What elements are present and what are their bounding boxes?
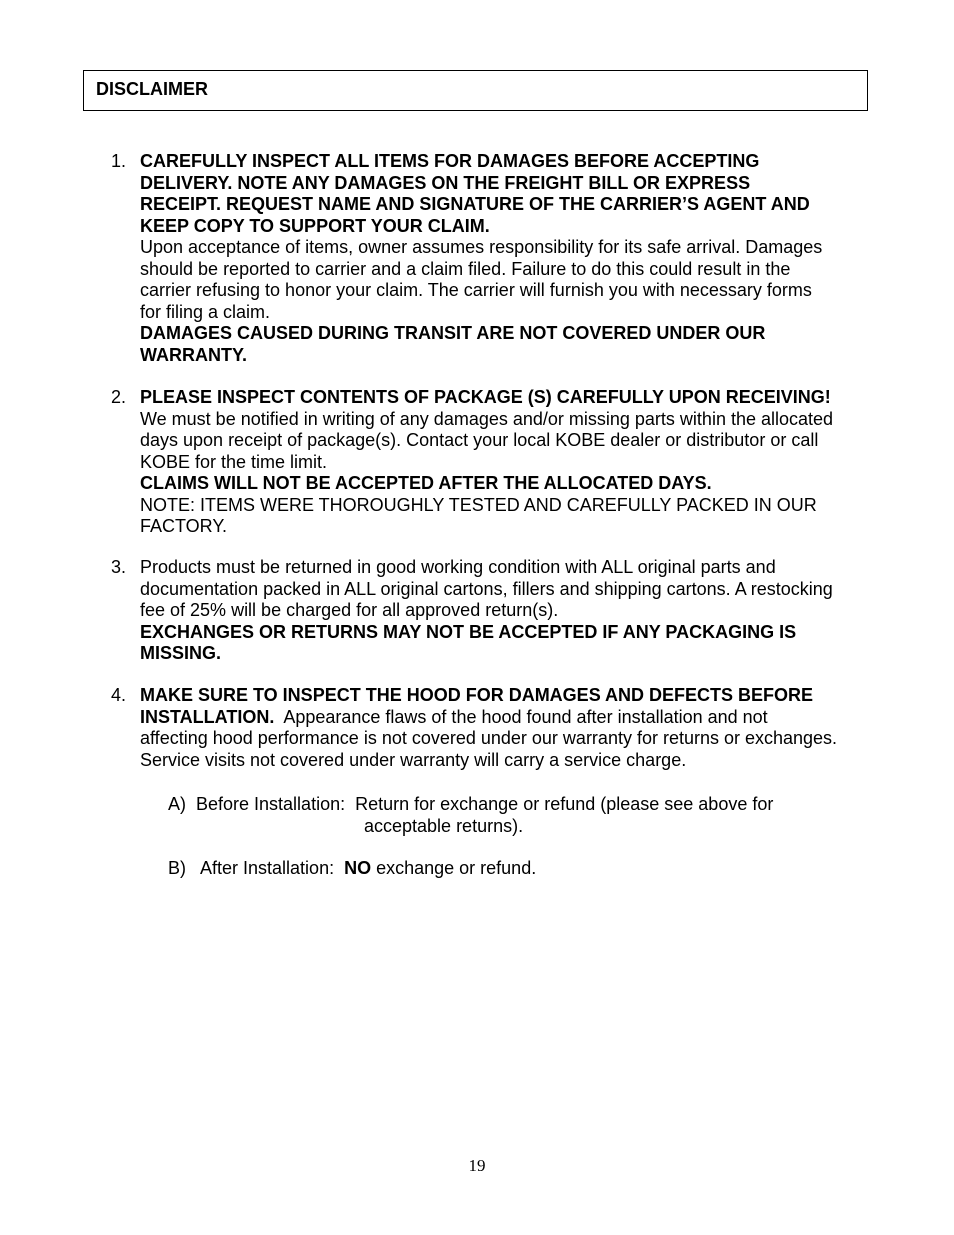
item-text-line: KOBE for the time limit. — [140, 451, 328, 472]
list-item-content — [140, 387, 876, 538]
list-number: 3. — [111, 557, 127, 577]
item-text-line: for filing a claim. — [140, 301, 271, 322]
sub-item-a: A) Before Installation: Return for exchange or refund (please see above for — [168, 794, 774, 814]
list-item-content — [140, 151, 876, 366]
sub-item-b-label: B) After Installation: — [168, 858, 345, 878]
item-text-line: MAKE SURE TO INSPECT THE HOOD FOR DAMAGES AND DEFECTS BEFORE — [140, 685, 814, 705]
item-text-line: Products must be returned in good working condition with ALL original parts and — [140, 557, 776, 577]
item-text-line: fee of 25% will be charged for all approved return(s). — [140, 600, 559, 620]
item-text-line: PLEASE INSPECT CONTENTS OF PACKAGE (S) CAREFULLY UPON RECEIVING! — [140, 387, 831, 407]
item-text-line: KEEP COPY TO SUPPORT YOUR CLAIM. — [140, 215, 490, 236]
item-text-line: MISSING. — [140, 643, 222, 663]
item-text-line: affecting hood performance is not covered under our warranty for returns or exchanges. — [140, 728, 838, 748]
item-text-line: DELIVERY. NOTE ANY DAMAGES ON THE FREIGHT BILL OR EXPRESS — [140, 172, 751, 193]
item-text-line: DAMAGES CAUSED DURING TRANSIT ARE NOT COVERED UNDER OUR — [140, 323, 766, 343]
sub-item-b-rest: exchange or refund. — [371, 858, 537, 878]
sub-item-a-continuation: acceptable returns). — [364, 816, 524, 836]
sub-item-b-bold: NO — [344, 858, 372, 878]
item-text-line: carrier refusing to honor your claim. The carrier will furnish you with necessary forms — [140, 280, 812, 300]
item-text-line — [140, 707, 876, 729]
item-text-line: documentation packed in ALL original cartons, fillers and shipping cartons. A restocking — [140, 578, 833, 599]
item-text-line: EXCHANGES OR RETURNS MAY NOT BE ACCEPTED IF ANY PACKAGING IS — [140, 621, 797, 642]
sub-item-b — [168, 857, 536, 879]
list-item-content — [140, 685, 876, 771]
page-number: 19 — [468, 1156, 486, 1175]
list-number: 2. — [111, 387, 127, 407]
item-text-line: We must be notified in writing of any damages and/or missing parts within the allocated — [140, 408, 834, 429]
item-text-rest: Appearance flaws of the hood found after installation and not — [274, 706, 768, 727]
list-number: 4. — [111, 685, 127, 705]
item-text-line: days upon receipt of package(s). Contact your local KOBE dealer or distributor or call — [140, 430, 819, 450]
list-number: 1. — [111, 151, 127, 171]
item-text-line: NOTE: ITEMS WERE THOROUGHLY TESTED AND CAREFULLY PACKED IN OUR — [140, 494, 817, 515]
item-text-bold: INSTALLATION. — [140, 706, 275, 727]
item-text-line: should be reported to carrier and a claim filed. Failure to do this could result in the — [140, 258, 791, 279]
item-text-line: Upon acceptance of items, owner assumes responsibility for its safe arrival. Damages — [140, 237, 823, 257]
list-item-content — [140, 557, 876, 665]
item-text-line: CAREFULLY INSPECT ALL ITEMS FOR DAMAGES BEFORE ACCEPTING — [140, 151, 760, 171]
page-title: DISCLAIMER — [96, 79, 208, 99]
item-text-line: RECEIPT. REQUEST NAME AND SIGNATURE OF THE CARRIER’S AGENT AND — [140, 194, 810, 214]
item-text-line: CLAIMS WILL NOT BE ACCEPTED AFTER THE ALLOCATED DAYS. — [140, 473, 712, 493]
item-text-line: WARRANTY. — [140, 344, 247, 365]
item-text-line: Service visits not covered under warranty will carry a service charge. — [140, 749, 687, 770]
item-text-line: FACTORY. — [140, 516, 228, 536]
disclaimer-header-box — [83, 70, 868, 111]
